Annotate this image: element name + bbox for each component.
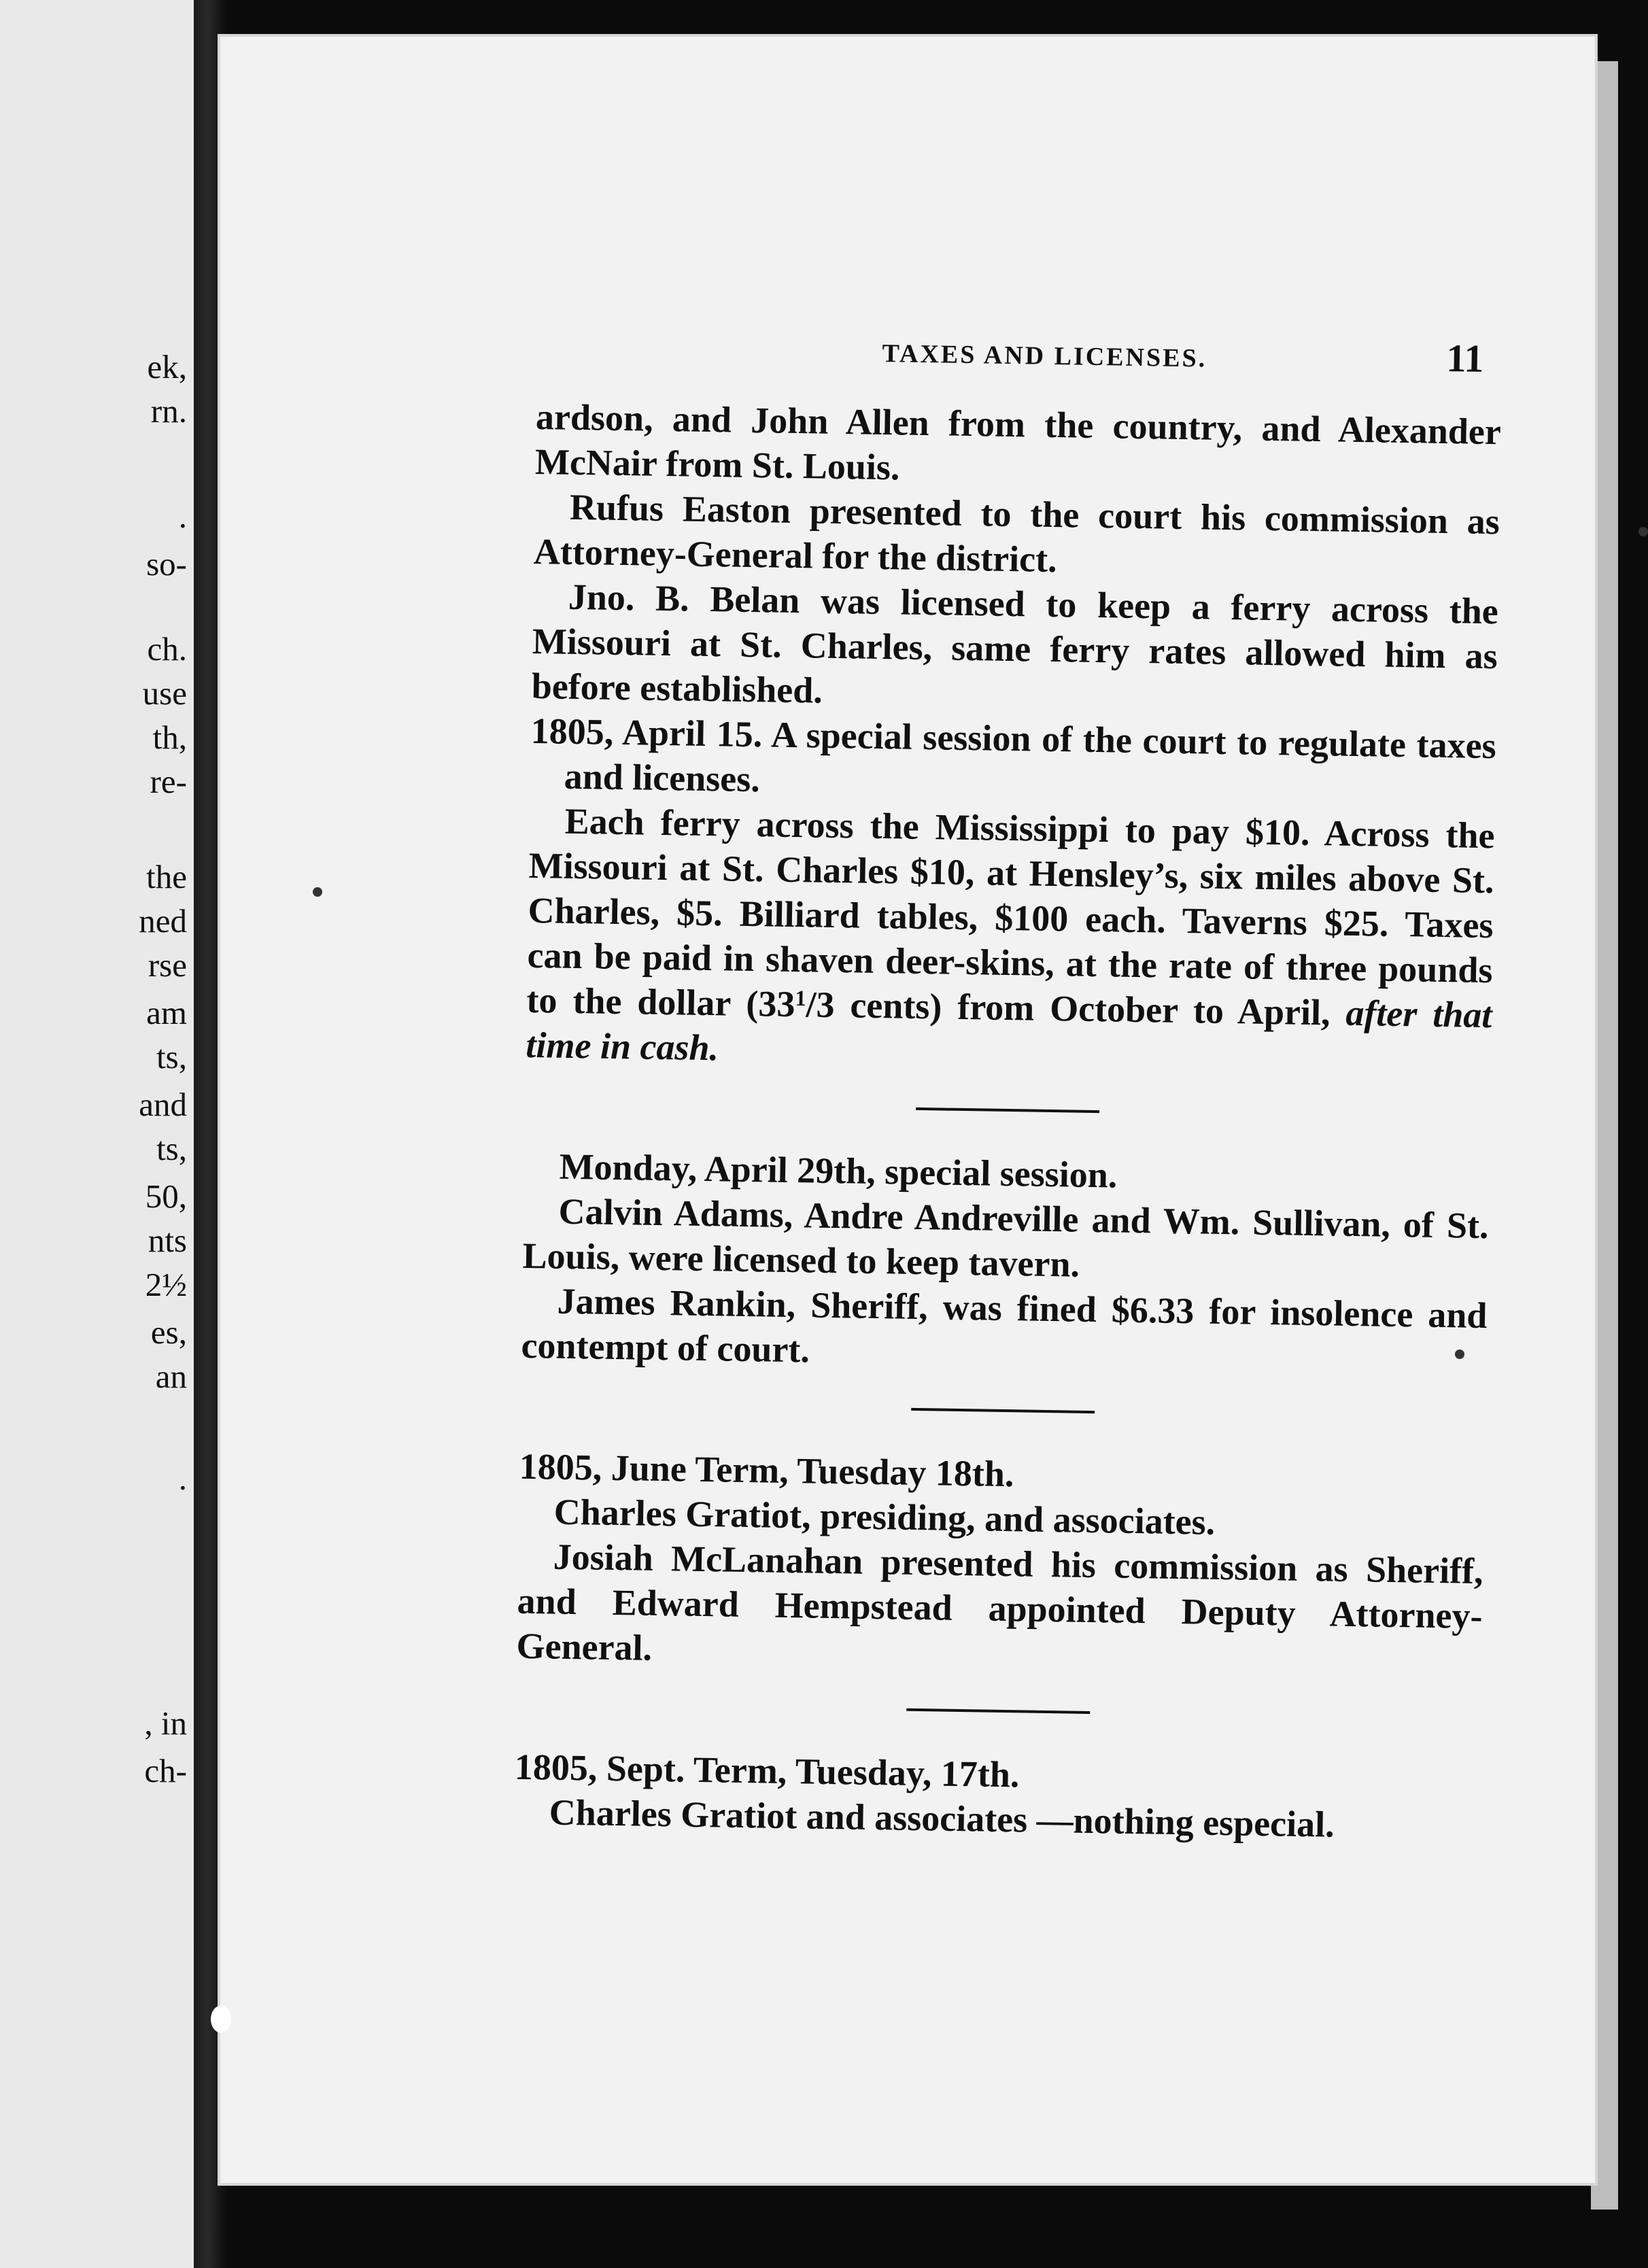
left-page-fragment: so- bbox=[146, 545, 187, 583]
paragraph: Josiah McLanahan presented his commission as Sheriff, and Edward Hempstead appointed Deputy Attorney-General. bbox=[516, 1536, 1484, 1668]
paragraph: Calvin Adams, Andre Andreville and Wm. Sullivan, of St. Louis, were licensed to keep tavern. bbox=[522, 1190, 1490, 1285]
scan-speck bbox=[313, 887, 322, 897]
left-page-fragment: rse bbox=[148, 946, 187, 984]
paragraph-text: /3 cents) from October to April, bbox=[806, 984, 1346, 1033]
left-page-fragment: ch- bbox=[144, 1752, 187, 1789]
session-heading: 1805, April 15. A special session of the court to regulate taxes and licenses. bbox=[530, 710, 1497, 800]
left-page-fragment: es, bbox=[150, 1313, 187, 1351]
left-page-fragment: ts, bbox=[156, 1038, 187, 1076]
scan-speck bbox=[1638, 527, 1648, 536]
paragraph: Jno. B. Belan was licensed to keep a ferry across the Missouri at St. Charles, same ferry rates allowed him as before established. bbox=[531, 576, 1499, 711]
paragraph-text: Each ferry across the Mississippi to pay $10. Across the Missouri at St. Charles $10, at Hensley’s, six miles above St. Charles, $5. Billiard tables, $100 each. Taverns $25. Taxes can be paid in shaven deer-skins, at the rate of three pounds to the dollar (33 bbox=[526, 800, 1496, 1025]
paragraph: Charles Gratiot, presiding, and associates. bbox=[553, 1491, 1216, 1543]
left-page-fragment: nts bbox=[148, 1222, 187, 1259]
italic-phrase: after that time in cash. bbox=[526, 992, 1492, 1069]
paragraph: ardson, and John Allen from the country, and Alexander McNair from St. Louis. bbox=[534, 396, 1502, 488]
paragraph bbox=[526, 798, 1495, 1082]
paragraph: Charles Gratiot and associates —nothing especial. bbox=[549, 1791, 1335, 1845]
page-text-block bbox=[514, 333, 1503, 1845]
page-number: 11 bbox=[1446, 336, 1484, 381]
left-page-fragment: th, bbox=[152, 719, 187, 756]
fraction-numerator: 1 bbox=[795, 986, 806, 1012]
left-page-fragment: use bbox=[142, 674, 187, 712]
left-page-fragment: and bbox=[139, 1086, 187, 1123]
left-page-fragment: am bbox=[146, 994, 187, 1031]
left-page-fragment: 2½ bbox=[145, 1266, 187, 1303]
section-divider bbox=[916, 1107, 1099, 1113]
section-divider bbox=[906, 1708, 1090, 1714]
scan-speck bbox=[211, 2006, 231, 2033]
session-heading: 1805, Sept. Term, Tuesday, 17th. bbox=[514, 1746, 1020, 1796]
left-page-fragment: ek, bbox=[147, 348, 187, 385]
left-page-fragment: . bbox=[178, 498, 187, 535]
left-page-fragment: . bbox=[178, 1460, 187, 1497]
page-body bbox=[513, 394, 1501, 1849]
left-page-fragment: re- bbox=[150, 763, 187, 800]
book-page bbox=[218, 34, 1598, 2186]
running-head: TAXES AND LICENSES. bbox=[882, 339, 1207, 373]
left-page-fragment: the bbox=[146, 858, 187, 895]
left-page-fragment: ts, bbox=[156, 1130, 187, 1167]
paragraph: James Rankin, Sheriff, was fined $6.33 for insolence and contempt of court. bbox=[521, 1280, 1488, 1371]
left-page-fragment: ch. bbox=[147, 630, 187, 668]
paragraph: Rufus Easton presented to the court his commission as Attorney-General for the district. bbox=[533, 486, 1500, 581]
previous-page-strip bbox=[0, 0, 194, 2268]
left-page-fragment: an bbox=[155, 1358, 187, 1395]
session-heading: Monday, April 29th, special session. bbox=[559, 1146, 1118, 1196]
section-divider bbox=[911, 1408, 1095, 1413]
session-heading: 1805, June Term, Tuesday 18th. bbox=[519, 1445, 1014, 1495]
left-page-fragment: ned bbox=[139, 902, 187, 940]
left-page-fragment: rn. bbox=[150, 392, 187, 430]
left-page-fragment: , in bbox=[144, 1704, 187, 1742]
left-page-fragment: 50, bbox=[145, 1178, 187, 1215]
